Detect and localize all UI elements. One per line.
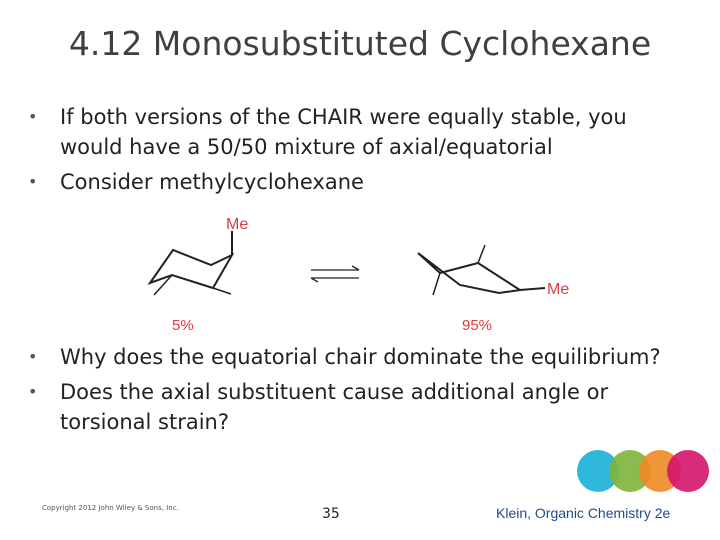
axial-chair-structure bbox=[150, 231, 232, 295]
equilibrium-arrow-icon bbox=[311, 266, 359, 282]
bullet-text: Consider methylcyclohexane bbox=[60, 170, 364, 194]
equatorial-methyl-label: Me bbox=[547, 281, 570, 298]
bullet-item bbox=[28, 342, 688, 372]
wiley-logo-circles bbox=[576, 446, 712, 496]
logo-circle-magenta bbox=[667, 450, 709, 492]
page-number: 35 bbox=[322, 506, 340, 522]
bullet-icon: • bbox=[28, 347, 38, 366]
book-credit: Klein, Organic Chemistry 2e bbox=[496, 505, 671, 521]
bullet-item bbox=[28, 167, 688, 197]
bullet-item bbox=[28, 377, 688, 437]
bullet-list-bottom bbox=[28, 342, 688, 442]
bullet-icon: • bbox=[28, 107, 38, 126]
axial-methyl-label: Me bbox=[226, 216, 249, 233]
copyright-text: Copyright 2012 John Wiley & Sons, Inc. bbox=[42, 504, 179, 512]
slide-title: 4.12 Monosubstituted Cyclohexane bbox=[68, 24, 652, 63]
bullet-icon: • bbox=[28, 382, 38, 401]
bullet-icon: • bbox=[28, 172, 38, 191]
equatorial-chair-structure bbox=[418, 245, 545, 295]
axial-percent-label: 5% bbox=[172, 317, 194, 334]
bullet-text: Why does the equatorial chair dominate the equilibrium? bbox=[60, 345, 661, 369]
bullet-item bbox=[28, 102, 688, 162]
bullet-text: Does the axial substituent cause additional angle or torsional strain? bbox=[60, 380, 609, 434]
equatorial-percent-label: 95% bbox=[462, 317, 493, 334]
bullet-text: If both versions of the CHAIR were equally stable, you would have a 50/50 mixture of axial/equatorial bbox=[60, 105, 627, 159]
bullet-list-top bbox=[28, 102, 688, 202]
chair-equilibrium-figure bbox=[0, 205, 720, 345]
